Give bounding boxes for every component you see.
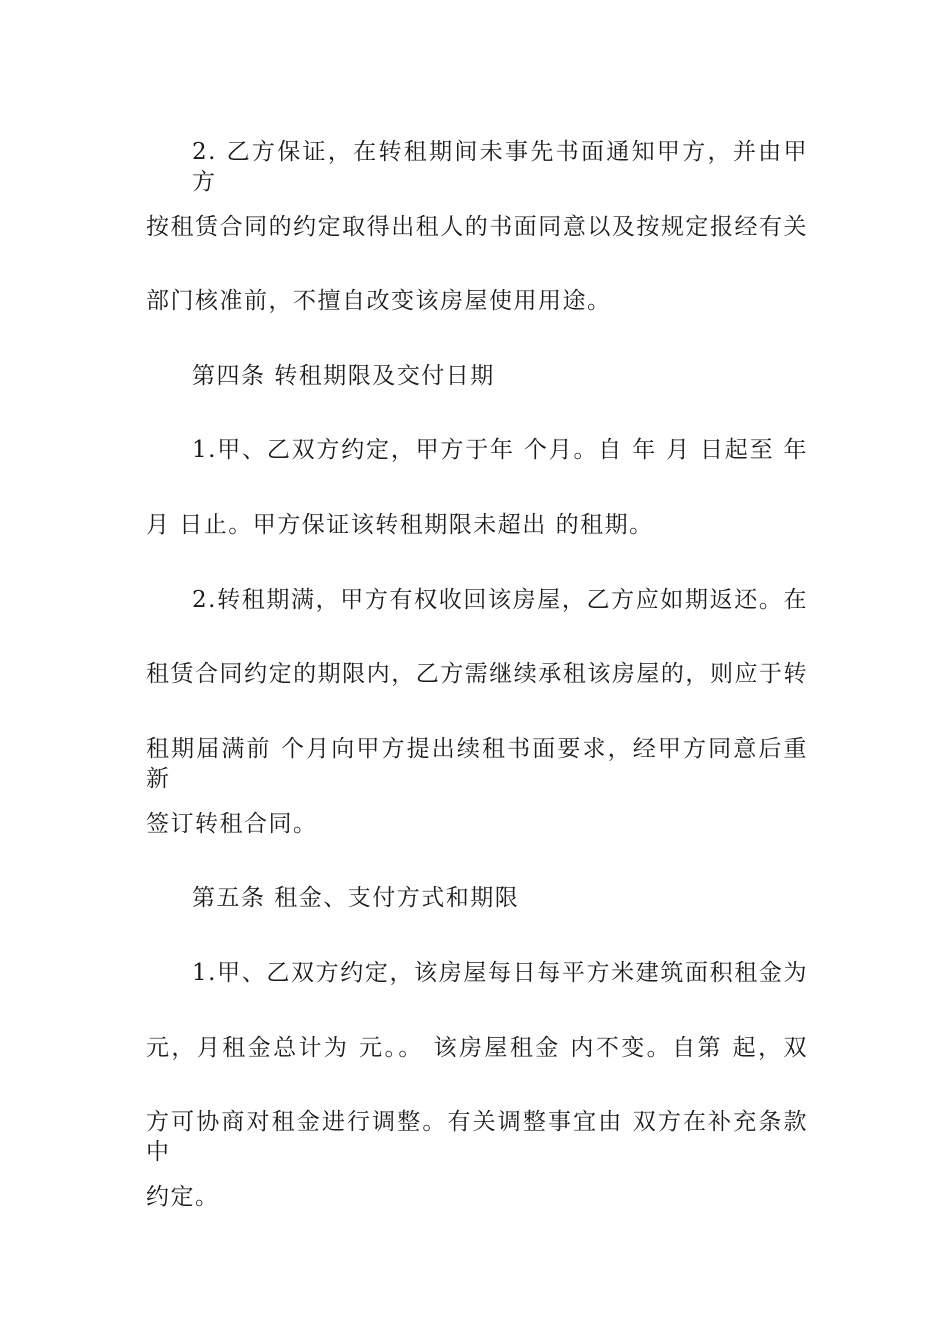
- paragraph-line: 元，月租金总计为 元。。 该房屋租金 内不变。自第 起，双: [146, 1035, 808, 1061]
- section-heading: 第五条 租金、支付方式和期限: [192, 885, 520, 911]
- paragraph-line: 部门核准前，不擅自改变该房屋使用用途。: [146, 288, 612, 314]
- paragraph-line: 1.甲、乙双方约定，甲方于年 个月。自 年 月 日起至 年: [192, 437, 808, 463]
- paragraph-line: 月 日止。甲方保证该转租期限未超出 的租期。: [146, 512, 654, 538]
- paragraph-line: 按租赁合同的约定取得出租人的书面同意以及按规定报经有关: [146, 214, 808, 240]
- paragraph-line: 方可协商对租金进行调整。有关调整事宜由 双方在补充条款中: [146, 1109, 808, 1165]
- paragraph-line: 签订转租合同。: [146, 811, 318, 837]
- paragraph-line: 租期届满前 个月向甲方提出续租书面要求，经甲方同意后重新: [146, 736, 808, 792]
- paragraph-line: 租赁合同约定的期限内，乙方需继续承租该房屋的，则应于转: [146, 661, 808, 687]
- section-heading: 第四条 转租期限及交付日期: [192, 363, 495, 389]
- paragraph-line: 2.转租期满，甲方有权收回该房屋，乙方应如期返还。在: [192, 587, 808, 613]
- paragraph-line: 约定。: [146, 1184, 220, 1210]
- paragraph-line: 1.甲、乙双方约定，该房屋每日每平方米建筑面积租金为: [192, 960, 808, 986]
- paragraph-line: 2. 乙方保证，在转租期间未事先书面通知甲方，并由甲方: [192, 139, 808, 195]
